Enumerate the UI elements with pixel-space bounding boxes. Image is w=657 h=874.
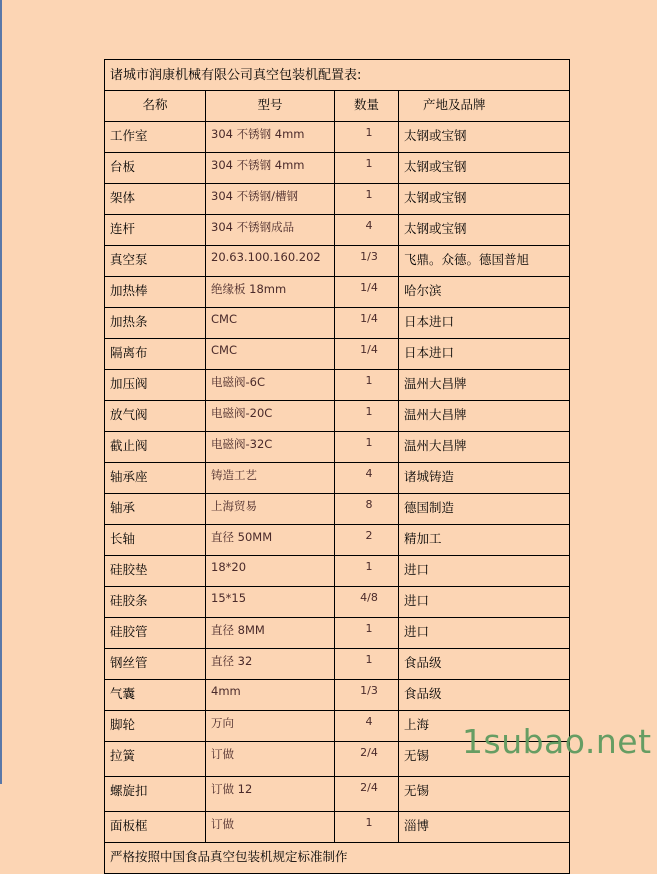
cell-brand: 食品级 [399, 680, 570, 711]
cell-name: 架体 [105, 184, 206, 215]
cell-name: 连杆 [105, 215, 206, 246]
table-row [105, 339, 570, 370]
cell-qty: 8 [335, 494, 399, 525]
column-header-qty: 数量 [335, 91, 399, 122]
cell-model: 304 不锈钢/槽钢 [206, 184, 335, 215]
footer-row [105, 843, 570, 874]
table-row [105, 649, 570, 680]
cell-brand: 太钢或宝钢 [399, 122, 570, 153]
cell-model: CMC [206, 339, 335, 370]
cell-brand: 太钢或宝钢 [399, 153, 570, 184]
cell-name: 真空泵 [105, 246, 206, 277]
cell-model: 订做 12 [206, 777, 335, 812]
cell-name: 螺旋扣 [105, 777, 206, 812]
cell-model: 万向 [206, 711, 335, 742]
table-row [105, 153, 570, 184]
cell-qty: 1/4 [335, 277, 399, 308]
cell-model: 电磁阀-32C [206, 432, 335, 463]
cell-brand: 日本进口 [399, 308, 570, 339]
table-row [105, 556, 570, 587]
cell-brand: 无锡 [399, 742, 570, 777]
cell-model: 304 不锈钢成品 [206, 215, 335, 246]
cell-model: 304 不锈钢 4mm [206, 153, 335, 184]
cell-name: 台板 [105, 153, 206, 184]
cell-qty: 1 [335, 184, 399, 215]
cell-name: 拉簧 [105, 742, 206, 777]
cell-name: 轴承座 [105, 463, 206, 494]
table-row [105, 525, 570, 556]
cell-qty: 4 [335, 711, 399, 742]
cell-brand: 进口 [399, 556, 570, 587]
cell-qty: 1/3 [335, 680, 399, 711]
cell-brand: 诸城铸造 [399, 463, 570, 494]
title-row [105, 60, 570, 91]
cell-name: 放气阀 [105, 401, 206, 432]
cell-brand: 无锡 [399, 777, 570, 812]
cell-name: 钢丝管 [105, 649, 206, 680]
cell-model: 15*15 [206, 587, 335, 618]
cell-qty: 2 [335, 525, 399, 556]
cell-brand: 淄博 [399, 812, 570, 843]
cell-qty: 1/4 [335, 308, 399, 339]
cell-brand: 温州大昌牌 [399, 370, 570, 401]
table-row [105, 184, 570, 215]
cell-model: 18*20 [206, 556, 335, 587]
table-row [105, 494, 570, 525]
table-row [105, 463, 570, 494]
table-row [105, 246, 570, 277]
cell-name: 加压阀 [105, 370, 206, 401]
cell-name: 轴承 [105, 494, 206, 525]
cell-name: 气囊 [105, 680, 206, 711]
table-row [105, 370, 570, 401]
cell-name: 隔离布 [105, 339, 206, 370]
cell-model: CMC [206, 308, 335, 339]
cell-brand: 飞鼎。众德。德国普旭 [399, 246, 570, 277]
cell-brand: 温州大昌牌 [399, 401, 570, 432]
cell-name: 加热条 [105, 308, 206, 339]
cell-qty: 4 [335, 463, 399, 494]
cell-model: 上海贸易 [206, 494, 335, 525]
table-row [105, 777, 570, 812]
cell-qty: 4 [335, 215, 399, 246]
cell-brand: 精加工 [399, 525, 570, 556]
table-row [105, 308, 570, 339]
cell-name: 长轴 [105, 525, 206, 556]
cell-name: 面板框 [105, 812, 206, 843]
table-title: 诸城市润康机械有限公司真空包装机配置表: [105, 60, 570, 91]
cell-model: 订做 [206, 812, 335, 843]
table-row [105, 215, 570, 246]
cell-brand: 上海 [399, 711, 570, 742]
table-row [105, 587, 570, 618]
cell-qty: 1 [335, 153, 399, 184]
table-row [105, 432, 570, 463]
cell-qty: 2/4 [335, 777, 399, 812]
table-row [105, 122, 570, 153]
cell-model: 直径 8MM [206, 618, 335, 649]
cell-brand: 太钢或宝钢 [399, 215, 570, 246]
cell-brand: 温州大昌牌 [399, 432, 570, 463]
column-header-brand: 产地及品牌 [399, 91, 570, 122]
column-header-model: 型号 [206, 91, 335, 122]
cell-qty: 1 [335, 649, 399, 680]
window-left-edge [0, 0, 2, 784]
cell-model: 铸造工艺 [206, 463, 335, 494]
cell-model: 4mm [206, 680, 335, 711]
cell-brand: 进口 [399, 618, 570, 649]
cell-brand: 德国制造 [399, 494, 570, 525]
cell-model: 电磁阀-6C [206, 370, 335, 401]
cell-name: 硅胶条 [105, 587, 206, 618]
cell-qty: 1 [335, 122, 399, 153]
cell-model: 直径 50MM [206, 525, 335, 556]
cell-model: 订做 [206, 742, 335, 777]
table-row [105, 680, 570, 711]
cell-brand: 哈尔滨 [399, 277, 570, 308]
cell-qty: 1/3 [335, 246, 399, 277]
table-row [105, 618, 570, 649]
cell-name: 硅胶垫 [105, 556, 206, 587]
cell-qty: 1 [335, 432, 399, 463]
table-row [105, 812, 570, 843]
cell-qty: 4/8 [335, 587, 399, 618]
cell-qty: 1 [335, 556, 399, 587]
cell-qty: 1/4 [335, 339, 399, 370]
cell-model: 电磁阀-20C [206, 401, 335, 432]
cell-model: 直径 32 [206, 649, 335, 680]
column-header-name: 名称 [105, 91, 206, 122]
footer-note: 严格按照中国食品真空包装机规定标准制作 [105, 843, 570, 874]
cell-name: 截止阀 [105, 432, 206, 463]
cell-brand: 太钢或宝钢 [399, 184, 570, 215]
cell-qty: 1 [335, 401, 399, 432]
cell-model: 20.63.100.160.202 [206, 246, 335, 277]
cell-qty: 1 [335, 370, 399, 401]
cell-qty: 1 [335, 812, 399, 843]
cell-brand: 食品级 [399, 649, 570, 680]
cell-name: 加热棒 [105, 277, 206, 308]
cell-name: 硅胶管 [105, 618, 206, 649]
cell-brand: 日本进口 [399, 339, 570, 370]
cell-qty: 1 [335, 618, 399, 649]
cell-name: 工作室 [105, 122, 206, 153]
header-row [105, 91, 570, 122]
table-row [105, 401, 570, 432]
cell-qty: 2/4 [335, 742, 399, 777]
cell-name: 脚轮 [105, 711, 206, 742]
watermark: 1subao.net [462, 722, 652, 761]
cell-model: 绝缘板 18mm [206, 277, 335, 308]
table-row [105, 277, 570, 308]
cell-model: 304 不锈钢 4mm [206, 122, 335, 153]
cell-brand: 进口 [399, 587, 570, 618]
